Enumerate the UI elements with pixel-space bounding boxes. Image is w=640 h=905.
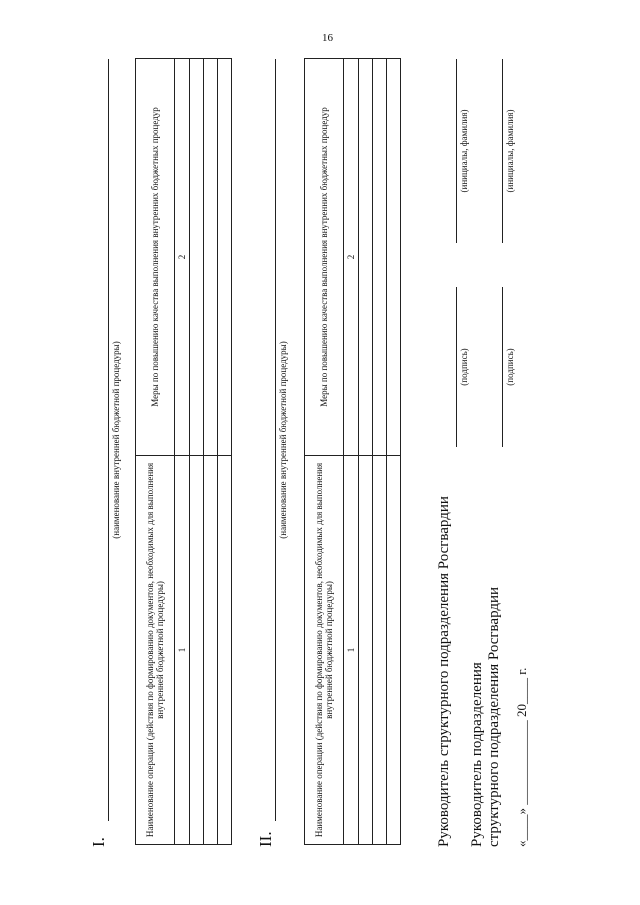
- section-1-col1-header: Наименование операции (действия по формированию документов, необходимых для выполнения внутренней бюджетной процедуры): [136, 456, 175, 845]
- section-1-col2-number: 2: [175, 59, 190, 456]
- section-1-number: I.: [89, 837, 108, 847]
- table-row: [387, 59, 401, 845]
- section-2-col2-header: Меры по повышению качества выполнения внутренних бюджетных процедур: [305, 59, 344, 456]
- sub-head-signature-caption: (подпись): [505, 348, 515, 386]
- section-2-number: II.: [256, 831, 275, 847]
- table-cell[interactable]: [218, 456, 232, 845]
- table-row: [204, 59, 218, 845]
- table-cell[interactable]: [373, 59, 387, 456]
- table-row: [190, 59, 204, 845]
- head-title: Руководитель структурного подразделения Росгвардии: [436, 496, 452, 847]
- section-1-col2-header: Меры по повышению качества выполнения внутренних бюджетных процедур: [136, 59, 175, 456]
- head-name-line[interactable]: [456, 59, 457, 243]
- table-cell[interactable]: [373, 456, 387, 845]
- table-cell[interactable]: [359, 456, 373, 845]
- table-row: [373, 59, 387, 845]
- sub-head-signature-line[interactable]: [502, 287, 503, 447]
- table-cell[interactable]: [359, 59, 373, 456]
- sub-head-title-line1: Руководитель подразделения: [469, 662, 485, 847]
- section-2-col2-number: 2: [344, 59, 359, 456]
- section-1-col1-number: 1: [175, 456, 190, 845]
- section-2-caption: (наименование внутренней бюджетной процедуры): [278, 341, 288, 539]
- table-cell[interactable]: [204, 59, 218, 456]
- table-cell[interactable]: [387, 59, 401, 456]
- table-cell[interactable]: [218, 59, 232, 456]
- sub-head-name-caption: (инициалы, фамилия): [505, 109, 515, 193]
- head-signature-line[interactable]: [456, 287, 457, 447]
- section-1-caption: (наименование внутренней бюджетной процедуры): [111, 341, 121, 539]
- table-cell[interactable]: [190, 59, 204, 456]
- rotated-form-page: [80, 55, 540, 855]
- date-line[interactable]: «____» _____________ 20____ г.: [514, 667, 529, 847]
- table-cell[interactable]: [190, 456, 204, 845]
- table-cell[interactable]: [387, 456, 401, 845]
- table-row: [359, 59, 373, 845]
- section-2-table: [304, 58, 401, 845]
- sub-head-title-line2: структурного подразделения Росгвардии: [486, 586, 502, 847]
- table-cell[interactable]: [204, 456, 218, 845]
- head-name-caption: (инициалы, фамилия): [459, 109, 469, 193]
- section-2-col1-header: Наименование операции (действия по формированию документов, необходимых для выполнения внутренней бюджетной процедуры): [305, 456, 344, 845]
- section-2-name-line: [275, 59, 276, 821]
- section-1-name-line: [108, 59, 109, 821]
- page-number: 16: [322, 32, 333, 44]
- section-2-col1-number: 1: [344, 456, 359, 845]
- section-1-table: [135, 58, 232, 845]
- sub-head-name-line[interactable]: [502, 59, 503, 243]
- head-signature-caption: (подпись): [459, 348, 469, 386]
- table-row: [218, 59, 232, 845]
